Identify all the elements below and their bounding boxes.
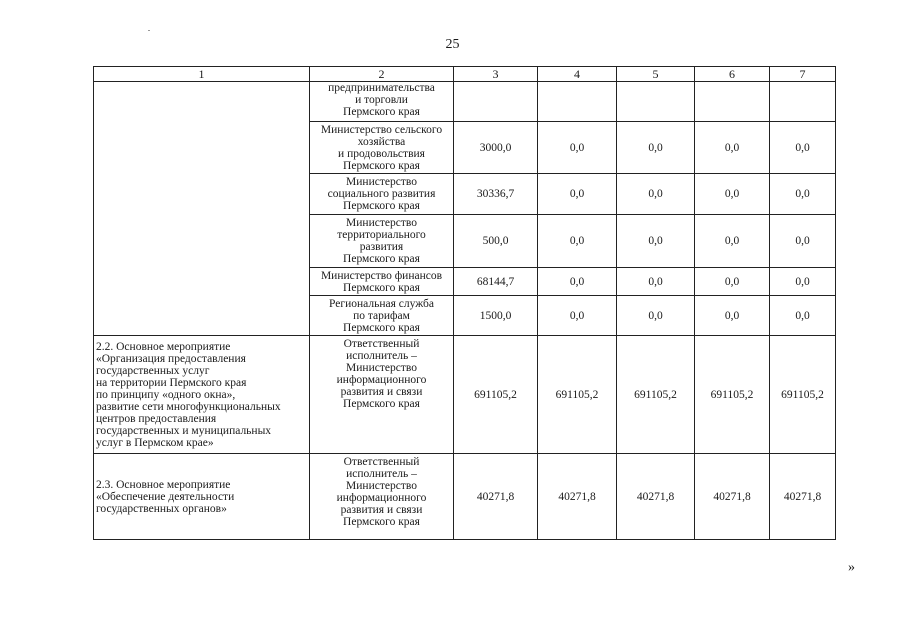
activity-name-cell-empty (94, 82, 310, 336)
value-cell: 0,0 (770, 174, 836, 215)
value-cell: 691105,2 (695, 336, 770, 454)
value-cell: 0,0 (538, 122, 617, 174)
organization-cell: Региональная служба по тарифам Пермского края (310, 296, 454, 336)
organization-cell: Ответственный исполнитель – Министерство информационного развития и связи Пермского края (310, 454, 454, 540)
column-header: 1 (94, 67, 310, 82)
value-cell: 0,0 (770, 268, 836, 296)
column-header: 5 (617, 67, 695, 82)
organization-cell: предпринимательства и торговли Пермского края (310, 82, 454, 122)
value-cell: 0,0 (617, 174, 695, 215)
organization-cell: Министерство сельского хозяйства и продовольствия Пермского края (310, 122, 454, 174)
value-cell: 0,0 (770, 296, 836, 336)
value-cell: 691105,2 (617, 336, 695, 454)
organization-cell: Ответственный исполнитель – Министерство информационного развития и связи Пермского края (310, 336, 454, 454)
value-cell: 0,0 (695, 122, 770, 174)
value-cell: 40271,8 (695, 454, 770, 540)
value-cell: 0,0 (695, 296, 770, 336)
value-cell: 0,0 (770, 215, 836, 268)
value-cell: 691105,2 (770, 336, 836, 454)
value-cell: 0,0 (617, 268, 695, 296)
value-cell: 0,0 (695, 268, 770, 296)
value-cell: 0,0 (695, 174, 770, 215)
value-cell: 0,0 (770, 122, 836, 174)
activity-name-cell: 2.2. Основное мероприятие «Организация предоставления государственных услуг на территории Пермского края по принципу «одного окна», развитие сети многофункциональных центров предоставления государственных и муниципальных услуг в Пермском крае» (94, 336, 310, 454)
scan-speck (148, 30, 150, 31)
value-cell (695, 82, 770, 122)
closing-quote: » (848, 560, 855, 575)
value-cell: 691105,2 (538, 336, 617, 454)
value-cell: 0,0 (617, 215, 695, 268)
column-header: 7 (770, 67, 836, 82)
value-cell: 0,0 (695, 215, 770, 268)
value-cell: 0,0 (617, 122, 695, 174)
header-row (94, 67, 836, 82)
organization-cell: Министерство социального развития Пермского края (310, 174, 454, 215)
value-cell: 40271,8 (617, 454, 695, 540)
organization-cell: Министерство финансов Пермского края (310, 268, 454, 296)
value-cell (454, 82, 538, 122)
table-row (94, 336, 836, 454)
value-cell: 3000,0 (454, 122, 538, 174)
value-cell: 30336,7 (454, 174, 538, 215)
budget-table (93, 66, 836, 540)
value-cell: 0,0 (538, 268, 617, 296)
value-cell (617, 82, 695, 122)
value-cell: 0,0 (538, 296, 617, 336)
table-row (94, 454, 836, 540)
value-cell: 0,0 (538, 215, 617, 268)
value-cell: 1500,0 (454, 296, 538, 336)
column-header: 3 (454, 67, 538, 82)
value-cell: 68144,7 (454, 268, 538, 296)
value-cell: 40271,8 (454, 454, 538, 540)
value-cell (538, 82, 617, 122)
column-header: 4 (538, 67, 617, 82)
table-row (94, 82, 836, 122)
value-cell: 40271,8 (538, 454, 617, 540)
value-cell: 0,0 (538, 174, 617, 215)
page-number: 25 (445, 37, 460, 52)
value-cell: 691105,2 (454, 336, 538, 454)
organization-cell: Министерство территориального развития Пермского края (310, 215, 454, 268)
activity-name-cell: 2.3. Основное мероприятие «Обеспечение деятельности государственных органов» (94, 454, 310, 540)
value-cell: 500,0 (454, 215, 538, 268)
column-header: 6 (695, 67, 770, 82)
value-cell: 0,0 (617, 296, 695, 336)
value-cell: 40271,8 (770, 454, 836, 540)
value-cell (770, 82, 836, 122)
column-header: 2 (310, 67, 454, 82)
